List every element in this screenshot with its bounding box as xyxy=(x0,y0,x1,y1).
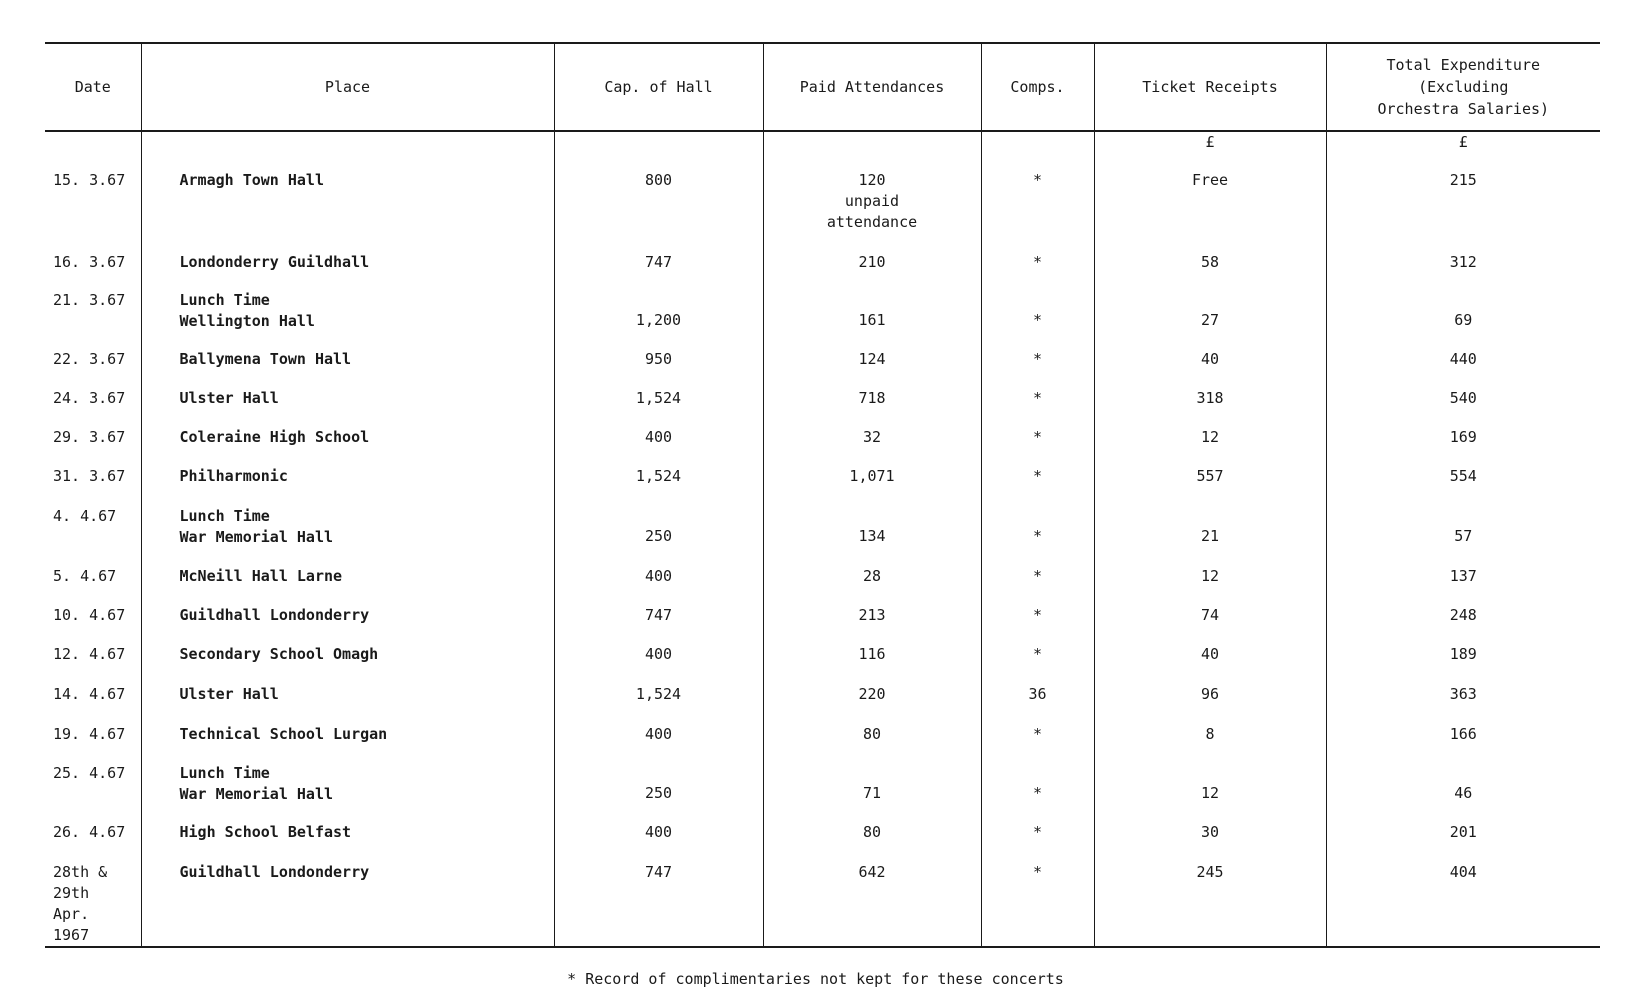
cell-expenditure: 312 xyxy=(1326,252,1600,290)
cell-paid: 32 xyxy=(763,427,981,466)
cell-receipts: 27 xyxy=(1094,290,1326,349)
unit-cell-paid xyxy=(763,131,981,170)
table-header-row xyxy=(45,43,1600,131)
cell-comps: * xyxy=(981,862,1094,947)
cell-expenditure: 69 xyxy=(1326,290,1600,349)
cell-capacity: 800 xyxy=(554,170,763,252)
table-row xyxy=(45,644,1600,684)
cell-date: 12. 4.67 xyxy=(53,645,126,663)
cell-expenditure: 189 xyxy=(1326,644,1600,684)
cell-place: Guildhall Londonderry xyxy=(141,605,554,644)
table-row xyxy=(45,506,1600,566)
cell-paid: 134 xyxy=(763,506,981,566)
cell-expenditure: 404 xyxy=(1326,862,1600,947)
cell-expenditure: 440 xyxy=(1326,349,1600,388)
cell-place: Technical School Lurgan xyxy=(141,724,554,763)
cell-comps: * xyxy=(981,605,1094,644)
cell-date: 26. 4.67 xyxy=(53,823,126,841)
cell-receipts: 21 xyxy=(1094,506,1326,566)
unit-cell-place xyxy=(141,131,554,170)
cell-receipts: 12 xyxy=(1094,427,1326,466)
cell-receipts: 8 xyxy=(1094,724,1326,763)
table-row xyxy=(45,822,1600,862)
cell-place: Ballymena Town Hall xyxy=(141,349,554,388)
cell-capacity: 1,524 xyxy=(554,388,763,427)
cell-date: 5. 4.67 xyxy=(53,567,117,585)
table-row xyxy=(45,349,1600,388)
cell-comps: * xyxy=(981,822,1094,862)
cell-expenditure: 137 xyxy=(1326,566,1600,605)
cell-date: 21. 3.67 xyxy=(53,291,126,309)
cell-expenditure: 57 xyxy=(1326,506,1600,566)
table-row xyxy=(45,170,1600,252)
cell-expenditure: 46 xyxy=(1326,763,1600,822)
table-row xyxy=(45,466,1600,506)
cell-place: Armagh Town Hall xyxy=(141,170,554,252)
cell-date: 15. 3.67 xyxy=(53,171,126,189)
cell-place: Guildhall Londonderry xyxy=(141,862,554,947)
cell-capacity: 950 xyxy=(554,349,763,388)
cell-paid: 116 xyxy=(763,644,981,684)
cell-comps: * xyxy=(981,388,1094,427)
cell-place: Lunch Time War Memorial Hall xyxy=(141,506,554,566)
cell-place: McNeill Hall Larne xyxy=(141,566,554,605)
cell-comps: * xyxy=(981,566,1094,605)
cell-capacity: 747 xyxy=(554,605,763,644)
cell-receipts: 58 xyxy=(1094,252,1326,290)
cell-paid: 220 xyxy=(763,684,981,724)
table-row xyxy=(45,388,1600,427)
cell-capacity: 250 xyxy=(554,763,763,822)
column-header-expenditure: Total Expenditure (Excluding Orchestra Salaries) xyxy=(1326,43,1600,131)
column-header-date: Date xyxy=(45,43,141,131)
cell-receipts: 74 xyxy=(1094,605,1326,644)
column-header-capacity: Cap. of Hall xyxy=(554,43,763,131)
cell-comps: * xyxy=(981,466,1094,506)
column-header-place: Place xyxy=(141,43,554,131)
cell-place: Coleraine High School xyxy=(141,427,554,466)
cell-comps: * xyxy=(981,763,1094,822)
cell-comps: * xyxy=(981,644,1094,684)
cell-expenditure: 363 xyxy=(1326,684,1600,724)
table-row xyxy=(45,427,1600,466)
cell-expenditure: 166 xyxy=(1326,724,1600,763)
cell-date: 31. 3.67 xyxy=(53,467,126,485)
column-header-receipts: Ticket Receipts xyxy=(1094,43,1326,131)
cell-comps: * xyxy=(981,427,1094,466)
table-row xyxy=(45,290,1600,349)
concert-attendance-table xyxy=(45,42,1600,948)
cell-place: Ulster Hall xyxy=(141,388,554,427)
unit-cell-capacity xyxy=(554,131,763,170)
cell-paid: 1,071 xyxy=(763,466,981,506)
column-header-paid: Paid Attendances xyxy=(763,43,981,131)
cell-receipts: Free xyxy=(1094,170,1326,252)
table-row xyxy=(45,724,1600,763)
footnote: * Record of complimentaries not kept for these concerts xyxy=(567,970,1064,988)
cell-capacity: 250 xyxy=(554,506,763,566)
cell-receipts: 96 xyxy=(1094,684,1326,724)
cell-capacity: 747 xyxy=(554,862,763,947)
cell-expenditure: 169 xyxy=(1326,427,1600,466)
cell-expenditure: 201 xyxy=(1326,822,1600,862)
unit-cell-expenditure: £ xyxy=(1326,131,1600,170)
cell-comps: * xyxy=(981,170,1094,252)
cell-date: 28th & 29th Apr. 1967 xyxy=(45,862,141,947)
table-row xyxy=(45,763,1600,822)
cell-capacity: 400 xyxy=(554,822,763,862)
cell-receipts: 30 xyxy=(1094,822,1326,862)
cell-receipts: 40 xyxy=(1094,644,1326,684)
table-row xyxy=(45,684,1600,724)
cell-capacity: 1,524 xyxy=(554,466,763,506)
cell-place: Philharmonic xyxy=(141,466,554,506)
cell-expenditure: 540 xyxy=(1326,388,1600,427)
cell-date: 25. 4.67 xyxy=(53,764,126,782)
table-row xyxy=(45,862,1600,947)
unit-cell-date xyxy=(45,131,141,170)
cell-receipts: 40 xyxy=(1094,349,1326,388)
cell-comps: * xyxy=(981,252,1094,290)
cell-comps: * xyxy=(981,724,1094,763)
cell-date: 14. 4.67 xyxy=(53,685,126,703)
cell-date: 29. 3.67 xyxy=(53,428,126,446)
unit-cell-comps xyxy=(981,131,1094,170)
units-row xyxy=(45,131,1600,170)
cell-paid: 124 xyxy=(763,349,981,388)
cell-paid: 642 xyxy=(763,862,981,947)
cell-paid: 80 xyxy=(763,822,981,862)
cell-expenditure: 248 xyxy=(1326,605,1600,644)
cell-capacity: 400 xyxy=(554,644,763,684)
cell-date: 10. 4.67 xyxy=(53,606,126,624)
cell-capacity: 747 xyxy=(554,252,763,290)
cell-receipts: 318 xyxy=(1094,388,1326,427)
cell-paid: 71 xyxy=(763,763,981,822)
cell-place: High School Belfast xyxy=(141,822,554,862)
cell-paid: 161 xyxy=(763,290,981,349)
table-body xyxy=(45,131,1600,947)
cell-place: Lunch Time War Memorial Hall xyxy=(141,763,554,822)
cell-expenditure: 554 xyxy=(1326,466,1600,506)
cell-paid: 80 xyxy=(763,724,981,763)
cell-paid: 120 unpaid attendance xyxy=(763,170,981,252)
cell-expenditure: 215 xyxy=(1326,170,1600,252)
cell-capacity: 1,200 xyxy=(554,290,763,349)
cell-date: 22. 3.67 xyxy=(53,350,126,368)
cell-date: 24. 3.67 xyxy=(53,389,126,407)
cell-place: Londonderry Guildhall xyxy=(141,252,554,290)
cell-comps: * xyxy=(981,506,1094,566)
cell-date: 19. 4.67 xyxy=(53,725,126,743)
cell-place: Secondary School Omagh xyxy=(141,644,554,684)
cell-receipts: 12 xyxy=(1094,763,1326,822)
cell-comps: * xyxy=(981,349,1094,388)
cell-comps: 36 xyxy=(981,684,1094,724)
cell-date: 16. 3.67 xyxy=(53,253,126,271)
cell-place: Ulster Hall xyxy=(141,684,554,724)
cell-paid: 210 xyxy=(763,252,981,290)
cell-capacity: 400 xyxy=(554,724,763,763)
cell-capacity: 400 xyxy=(554,566,763,605)
cell-place: Lunch Time Wellington Hall xyxy=(141,290,554,349)
table-row xyxy=(45,252,1600,290)
cell-paid: 213 xyxy=(763,605,981,644)
cell-capacity: 1,524 xyxy=(554,684,763,724)
column-header-comps: Comps. xyxy=(981,43,1094,131)
cell-paid: 28 xyxy=(763,566,981,605)
cell-receipts: 245 xyxy=(1094,862,1326,947)
unit-cell-receipts: £ xyxy=(1094,131,1326,170)
table-row xyxy=(45,605,1600,644)
cell-paid: 718 xyxy=(763,388,981,427)
cell-receipts: 12 xyxy=(1094,566,1326,605)
table-row xyxy=(45,566,1600,605)
cell-capacity: 400 xyxy=(554,427,763,466)
cell-date: 4. 4.67 xyxy=(53,507,117,525)
cell-comps: * xyxy=(981,290,1094,349)
cell-receipts: 557 xyxy=(1094,466,1326,506)
